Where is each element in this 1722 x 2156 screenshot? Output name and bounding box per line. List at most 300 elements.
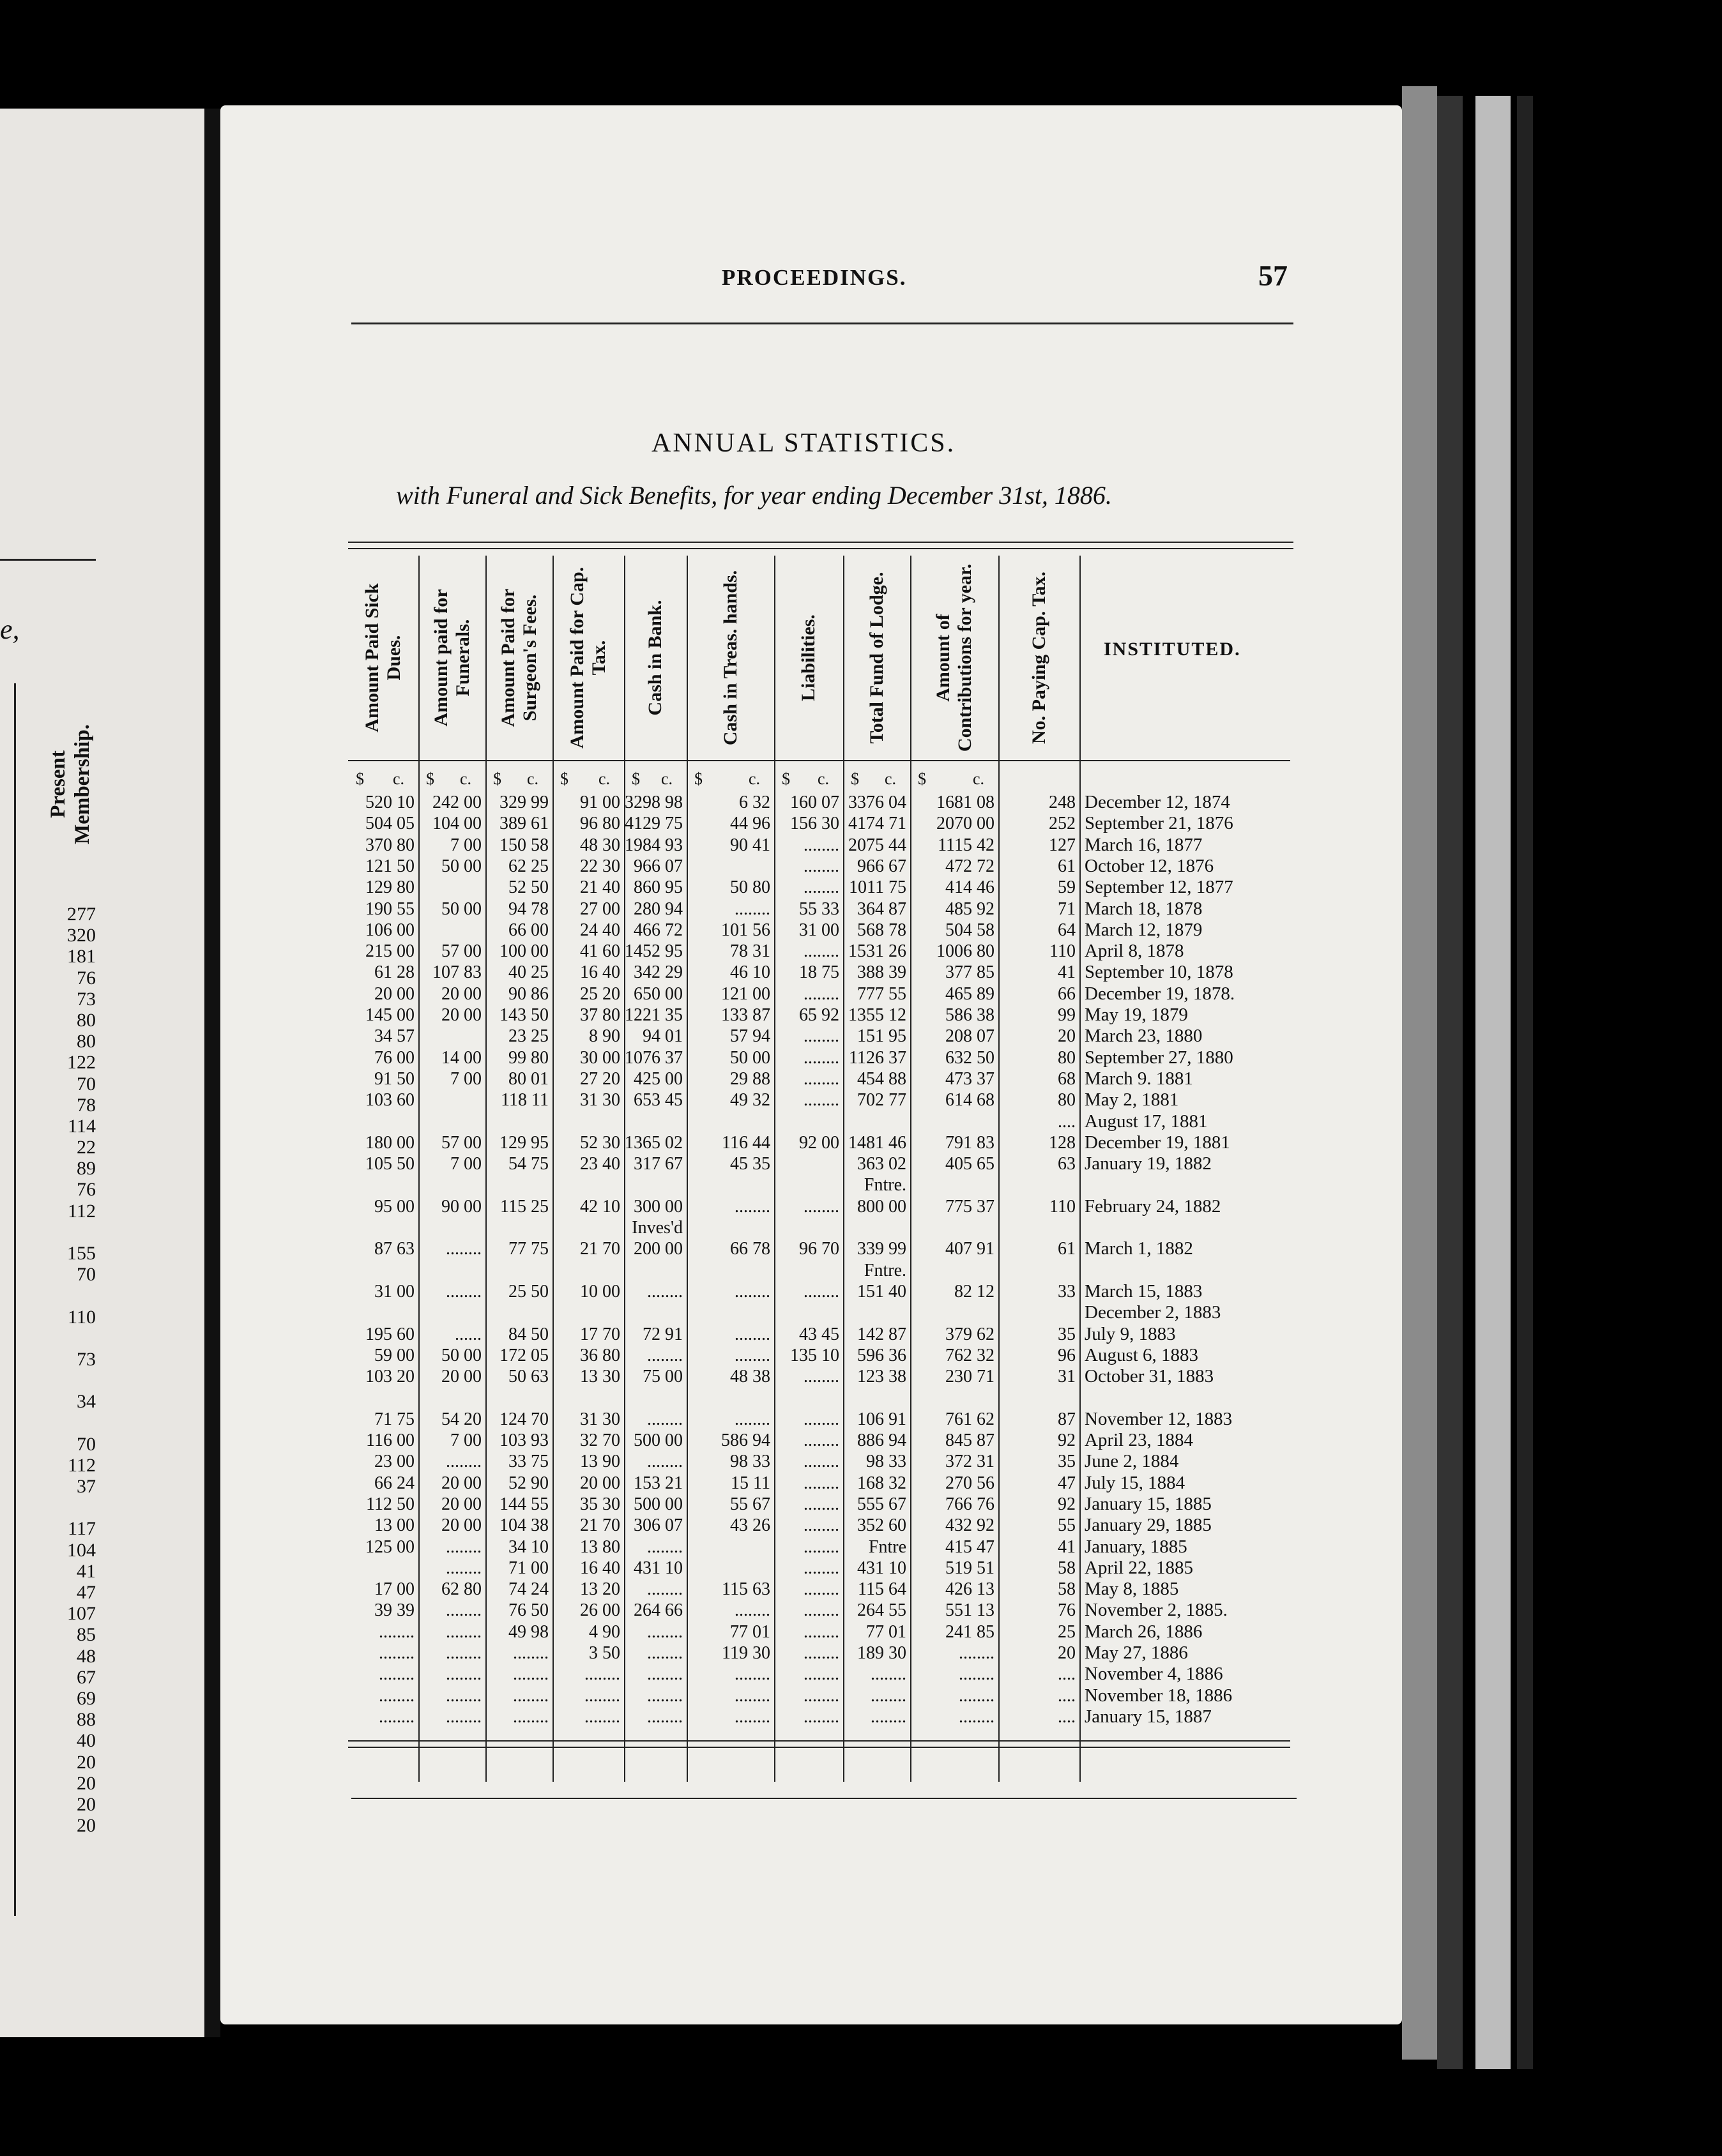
instituted-date: July 15, 1884 <box>1085 1472 1185 1493</box>
table-cell: 48 30 <box>580 835 620 855</box>
table-cell: 116 44 <box>722 1132 770 1153</box>
table-cell: 50 63 <box>508 1367 549 1387</box>
table-cell: 40 25 <box>508 962 549 983</box>
table-cell: 16 40 <box>580 1558 620 1578</box>
currency-unit-cents: c. <box>749 770 761 788</box>
table-cell: 103 93 <box>499 1431 549 1450</box>
table-cell: 16 40 <box>580 962 620 983</box>
table-cell: 80 <box>1058 1090 1076 1111</box>
table-cell: 95 00 <box>374 1196 415 1217</box>
column-header <box>687 556 774 760</box>
table-cell: 389 61 <box>499 814 549 834</box>
table-cell: 31 30 <box>580 1090 620 1111</box>
table-cell: 57 00 <box>441 1132 482 1153</box>
instituted-date: April 22, 1885 <box>1085 1557 1193 1578</box>
membership-value: 20 <box>77 1815 96 1837</box>
table-cell: 7 00 <box>450 835 482 855</box>
table-cell: 702 77 <box>857 1090 906 1111</box>
table-cell: 62 25 <box>508 856 549 876</box>
table-cell: Inves'd <box>632 1218 683 1238</box>
table-cell: 363 02 <box>857 1154 906 1174</box>
table-cell: ........ <box>804 1367 839 1387</box>
table-cell: ........ <box>647 1621 683 1642</box>
table-cell: 1076 37 <box>625 1047 683 1068</box>
book-edge-dark <box>1437 96 1463 2069</box>
table-cell: 431 10 <box>634 1558 683 1578</box>
table-cell: 153 21 <box>634 1473 683 1493</box>
membership-value: 73 <box>77 1348 96 1370</box>
table-cell: 472 72 <box>945 856 994 876</box>
currency-unit-cents: c. <box>527 770 539 788</box>
table-cell: ........ <box>379 1621 415 1642</box>
table-cell: 845 87 <box>945 1431 994 1450</box>
book-edge-shadow <box>1517 96 1533 2069</box>
table-cell: 100 00 <box>499 941 549 962</box>
membership-value: 155 <box>67 1243 96 1264</box>
table-cell: 465 89 <box>945 983 994 1004</box>
table-cell: ........ <box>446 1281 482 1302</box>
table-cell: 36 80 <box>580 1345 620 1365</box>
table-cell: 379 62 <box>945 1324 994 1344</box>
table-cell: ........ <box>446 1643 482 1663</box>
membership-value: 110 <box>68 1306 96 1328</box>
table-cell: ........ <box>513 1706 549 1727</box>
running-head: PROCEEDINGS. <box>722 265 907 290</box>
table-cell: ........ <box>804 1515 839 1536</box>
membership-value: 85 <box>77 1624 96 1646</box>
table-cell: 13 20 <box>580 1579 620 1600</box>
table-cell: 377 85 <box>945 962 994 983</box>
table-cell: 3298 98 <box>625 793 683 812</box>
table-cell: ........ <box>804 1452 839 1472</box>
table-cell: 156 30 <box>790 814 839 834</box>
currency-unit-cents: c. <box>598 770 611 788</box>
table-cell: 7 00 <box>450 1068 482 1089</box>
table-cell: 4129 75 <box>625 814 683 834</box>
column-header <box>552 556 624 760</box>
table-cell: Fntre. <box>864 1175 906 1196</box>
table-cell: 106 91 <box>857 1409 906 1429</box>
table-cell: 39 39 <box>374 1600 415 1621</box>
membership-value: 320 <box>67 925 96 946</box>
table-cell: 352 60 <box>857 1515 906 1536</box>
table-cell: 23 25 <box>508 1026 549 1047</box>
instituted-date: November 18, 1886 <box>1085 1685 1233 1706</box>
table-cell: 116 00 <box>366 1431 415 1450</box>
table-cell: 252 <box>1049 814 1076 834</box>
table-cell: 55 33 <box>799 899 839 919</box>
instituted-date: October 12, 1876 <box>1085 855 1214 876</box>
table-cell: 135 10 <box>790 1345 839 1365</box>
table-cell: 2070 00 <box>936 814 994 834</box>
table-cell: ........ <box>804 877 839 898</box>
header-underline <box>348 760 1290 761</box>
table-cell: 82 12 <box>954 1281 994 1302</box>
table-cell: ........ <box>804 1558 839 1578</box>
table-cell: 372 31 <box>945 1452 994 1472</box>
table-cell: 52 90 <box>508 1473 549 1493</box>
table-cell: 29 88 <box>730 1068 770 1089</box>
instituted-date: September 27, 1880 <box>1085 1047 1233 1068</box>
instituted-date: May 27, 1886 <box>1085 1643 1188 1663</box>
table-cell: 59 <box>1058 877 1076 898</box>
table-cell: 151 95 <box>857 1026 906 1047</box>
table-cell: 20 00 <box>441 1494 482 1514</box>
column-header-text: No. Paying Cap. Tax. <box>1028 571 1049 745</box>
table-cell: 14 00 <box>441 1047 482 1068</box>
table-cell: 98 33 <box>730 1452 770 1472</box>
table-cell: ........ <box>446 1664 482 1685</box>
table-cell: 94 01 <box>643 1026 683 1047</box>
table-cell: 50 80 <box>730 877 770 898</box>
table-cell: ........ <box>446 1239 482 1259</box>
table-cell: 586 38 <box>945 1005 994 1025</box>
table-bottom-rule-2 <box>348 1747 1290 1748</box>
instituted-date: April 8, 1878 <box>1085 941 1184 962</box>
table-cell: 49 98 <box>508 1621 549 1642</box>
table-cell: ........ <box>647 1685 683 1706</box>
table-cell: 6 32 <box>739 793 770 812</box>
membership-value: 20 <box>77 1772 96 1794</box>
column-header-text: Amount Paid Sick Dues. <box>362 583 404 733</box>
table-cell: 777 55 <box>857 983 906 1004</box>
table-cell: ........ <box>735 1196 770 1217</box>
column-header-text: Amount of Contributions for year. <box>933 563 975 752</box>
table-cell: 20 00 <box>441 983 482 1004</box>
table-cell: 31 <box>1058 1367 1076 1387</box>
table-cell: 43 45 <box>799 1324 839 1344</box>
table-cell: 23 00 <box>374 1452 415 1472</box>
table-cell: 632 50 <box>945 1047 994 1068</box>
table-cell: 77 75 <box>508 1239 549 1259</box>
table-cell: 270 56 <box>945 1473 994 1493</box>
currency-unit-dollar: $ <box>560 770 568 788</box>
table-cell: 208 07 <box>945 1026 994 1047</box>
table-cell: ........ <box>584 1706 620 1727</box>
instituted-date: January 15, 1887 <box>1085 1706 1212 1727</box>
table-cell: 77 01 <box>866 1621 906 1642</box>
instituted-date: November 4, 1886 <box>1085 1664 1223 1685</box>
table-cell: 37 80 <box>580 1005 620 1025</box>
instituted-date: September 21, 1876 <box>1085 813 1233 834</box>
instituted-date: May 2, 1881 <box>1085 1089 1179 1111</box>
membership-value: 41 <box>77 1560 96 1582</box>
currency-unit-cents: c. <box>973 770 985 788</box>
table-cell: 20 00 <box>441 1515 482 1536</box>
table-cell: 41 <box>1058 1537 1076 1557</box>
table-cell: 121 50 <box>365 856 415 876</box>
table-cell: 45 35 <box>730 1154 770 1174</box>
membership-value <box>26 1370 96 1391</box>
table-cell: ........ <box>804 1494 839 1514</box>
table-cell: ........ <box>959 1664 994 1685</box>
table-cell: 24 40 <box>580 920 620 940</box>
membership-value: 34 <box>77 1391 96 1413</box>
table-cell: 1531 26 <box>848 941 906 962</box>
table-cell: 241 85 <box>945 1621 994 1642</box>
table-cell: ........ <box>804 1047 839 1068</box>
table-cell: ........ <box>735 1664 770 1685</box>
table-cell: 473 37 <box>945 1068 994 1089</box>
table-cell: 20 00 <box>441 1473 482 1493</box>
table-cell: ........ <box>804 983 839 1004</box>
table-cell: 264 66 <box>634 1600 683 1621</box>
table-cell: 87 <box>1058 1409 1076 1429</box>
table-cell: Fntre <box>868 1537 906 1557</box>
table-cell: 96 70 <box>799 1239 839 1259</box>
table-cell: 42 10 <box>580 1196 620 1217</box>
table-cell: 92 <box>1058 1494 1076 1514</box>
table-cell: ........ <box>647 1409 683 1429</box>
page-edge <box>1402 86 1437 2060</box>
table-cell: 25 20 <box>580 983 620 1004</box>
table-cell: 143 50 <box>499 1005 549 1025</box>
table-top-rule-2 <box>348 548 1293 549</box>
instituted-date: November 2, 1885. <box>1085 1600 1228 1621</box>
table-cell: 92 <box>1058 1431 1076 1450</box>
membership-value: 73 <box>77 988 96 1010</box>
currency-unit-dollar: $ <box>694 770 703 788</box>
table-cell: 78 31 <box>730 941 770 962</box>
table-cell: 66 <box>1058 983 1076 1004</box>
table-cell: ........ <box>647 1537 683 1557</box>
membership-value <box>26 1222 96 1243</box>
table-cell: 68 <box>1058 1068 1076 1089</box>
table-cell: 144 55 <box>499 1494 549 1514</box>
table-cell: ........ <box>647 1452 683 1472</box>
table-cell: 90 86 <box>508 983 549 1004</box>
table-cell: 415 47 <box>945 1537 994 1557</box>
table-cell: 280 94 <box>634 899 683 919</box>
table-cell: 32 70 <box>580 1431 620 1450</box>
table-cell: 71 75 <box>374 1409 415 1429</box>
table-cell: 17 00 <box>374 1579 415 1600</box>
table-cell: 761 62 <box>945 1409 994 1429</box>
table-cell: ........ <box>804 1090 839 1111</box>
table-cell: 96 80 <box>580 814 620 834</box>
instituted-date: March 16, 1877 <box>1085 834 1203 855</box>
table-cell: 121 00 <box>721 983 770 1004</box>
table-cell: 1355 12 <box>848 1005 906 1025</box>
membership-value: 80 <box>77 1009 96 1031</box>
table-cell: 90 00 <box>441 1196 482 1217</box>
table-cell: ........ <box>804 1579 839 1600</box>
table-cell: 80 01 <box>508 1068 549 1089</box>
table-cell: 1984 93 <box>625 835 683 855</box>
table-cell: 49 32 <box>730 1090 770 1111</box>
table-cell: 58 <box>1058 1558 1076 1578</box>
table-cell: 50 00 <box>441 856 482 876</box>
column-header-text: Amount Paid for Surgeon's Fees. <box>497 588 540 727</box>
table-cell: ........ <box>735 1600 770 1621</box>
table-cell: 215 00 <box>365 941 415 962</box>
membership-value: 88 <box>77 1709 96 1731</box>
table-cell: 127 <box>1049 835 1076 855</box>
table-cell: 20 00 <box>441 1367 482 1387</box>
book-edge-light <box>1475 96 1511 2069</box>
table-cell: ........ <box>379 1706 415 1727</box>
table-cell: 119 30 <box>722 1643 770 1663</box>
table-cell: 99 80 <box>508 1047 549 1068</box>
membership-value: 70 <box>77 1264 96 1286</box>
table-cell: 30 00 <box>580 1047 620 1068</box>
table-cell: 151 40 <box>857 1281 906 1302</box>
table-cell: 886 94 <box>857 1431 906 1450</box>
membership-value: 78 <box>77 1094 96 1116</box>
table-cell: ........ <box>513 1664 549 1685</box>
table-cell: 20 00 <box>374 983 415 1004</box>
table-cell: 466 72 <box>634 920 683 940</box>
table-cell: ........ <box>446 1600 482 1621</box>
instituted-date: March 15, 1883 <box>1085 1280 1203 1302</box>
table-cell: 10 00 <box>580 1281 620 1302</box>
currency-unit-cents: c. <box>885 770 897 788</box>
table-cell: 129 80 <box>365 877 415 898</box>
table-cell: 22 30 <box>580 856 620 876</box>
table-cell: 3376 04 <box>848 793 906 812</box>
table-cell: 306 07 <box>634 1515 683 1536</box>
table-cell: ........ <box>647 1664 683 1685</box>
table-cell: ........ <box>584 1664 620 1685</box>
table-cell: ...... <box>455 1324 482 1344</box>
table-cell: 65 92 <box>799 1005 839 1025</box>
column-header <box>774 556 843 760</box>
table-cell: 195 60 <box>365 1324 415 1344</box>
table-cell: ........ <box>804 1068 839 1089</box>
table-cell: 800 00 <box>857 1196 906 1217</box>
table-cell: 4 90 <box>589 1621 620 1642</box>
left-page-column-header: Present Membership. <box>47 724 94 844</box>
membership-value: 20 <box>77 1751 96 1773</box>
annual-statistics-table <box>348 556 1290 1795</box>
table-cell: 31 30 <box>580 1409 620 1429</box>
column-header-text: Amount Paid for Cap. Tax. <box>567 566 609 749</box>
table-cell: ........ <box>804 1473 839 1493</box>
table-bottom-rule <box>348 1740 1290 1742</box>
instituted-date: February 24, 1882 <box>1085 1196 1221 1217</box>
table-cell: 364 87 <box>857 899 906 919</box>
table-cell: 107 83 <box>432 962 482 983</box>
table-cell: 35 30 <box>580 1494 620 1514</box>
table-cell: 20 <box>1058 1643 1076 1663</box>
table-cell: 104 00 <box>432 814 482 834</box>
table-cell: 168 32 <box>857 1473 906 1493</box>
table-cell: 57 00 <box>441 941 482 962</box>
table-cell: 71 <box>1058 899 1076 919</box>
left-facing-page <box>0 109 204 2037</box>
table-cell: 103 20 <box>365 1367 415 1387</box>
table-cell: 431 10 <box>857 1558 906 1578</box>
table-cell: ........ <box>584 1685 620 1706</box>
instituted-date: November 12, 1883 <box>1085 1408 1233 1429</box>
table-cell: 150 58 <box>499 835 549 855</box>
table-cell: 115 63 <box>722 1579 770 1600</box>
table-cell: 110 <box>1049 941 1076 962</box>
left-page-fragment: e, <box>0 614 20 645</box>
table-cell: 41 <box>1058 962 1076 983</box>
membership-value: 76 <box>77 967 96 989</box>
table-cell: 63 <box>1058 1154 1076 1174</box>
membership-value: 47 <box>77 1582 96 1603</box>
instituted-date: July 9, 1883 <box>1085 1323 1176 1344</box>
table-cell: 242 00 <box>432 793 482 812</box>
table-cell: ........ <box>735 1324 770 1344</box>
table-cell: 43 26 <box>730 1515 770 1536</box>
table-cell: ........ <box>446 1706 482 1727</box>
table-cell: 58 <box>1058 1579 1076 1600</box>
table-cell: ........ <box>379 1664 415 1685</box>
table-cell: 98 33 <box>866 1452 906 1472</box>
table-cell: 775 37 <box>945 1196 994 1217</box>
table-cell: 55 67 <box>730 1494 770 1514</box>
table-cell: ........ <box>804 1621 839 1642</box>
table-cell: ........ <box>804 835 839 855</box>
table-cell: 110 <box>1049 1196 1076 1217</box>
table-cell: 115 25 <box>500 1196 549 1217</box>
table-cell: 27 20 <box>580 1068 620 1089</box>
table-cell: 200 00 <box>634 1239 683 1259</box>
table-cell: 407 91 <box>945 1239 994 1259</box>
instituted-date: January 15, 1885 <box>1085 1493 1212 1514</box>
table-cell: 180 00 <box>365 1132 415 1153</box>
currency-unit-dollar: $ <box>782 770 790 788</box>
table-cell: ........ <box>804 856 839 876</box>
instituted-date: December 19, 1881 <box>1085 1132 1230 1153</box>
table-cell: 96 <box>1058 1345 1076 1365</box>
table-cell: 91 00 <box>580 793 620 812</box>
table-cell: 105 50 <box>365 1154 415 1174</box>
table-cell: 370 80 <box>365 835 415 855</box>
table-cell: 66 78 <box>730 1239 770 1259</box>
table-cell: ........ <box>647 1281 683 1302</box>
table-cell: 123 38 <box>857 1367 906 1387</box>
table-cell: 90 41 <box>730 835 770 855</box>
table-cell: ........ <box>804 1196 839 1217</box>
table-cell: 1126 37 <box>849 1047 906 1068</box>
table-cell: 20 00 <box>580 1473 620 1493</box>
membership-value: 20 <box>77 1793 96 1815</box>
table-cell: 7 00 <box>450 1431 482 1450</box>
membership-value: 76 <box>77 1179 96 1201</box>
membership-value: 117 <box>68 1518 96 1540</box>
table-cell: 52 50 <box>508 877 549 898</box>
table-cell: 26 00 <box>580 1600 620 1621</box>
table-cell: ........ <box>735 1345 770 1365</box>
instituted-date: March 26, 1886 <box>1085 1621 1203 1642</box>
table-cell: 432 92 <box>945 1515 994 1536</box>
table-cell: 18 75 <box>799 962 839 983</box>
table-cell: ........ <box>804 1664 839 1685</box>
table-cell: 66 00 <box>508 920 549 940</box>
table-cell: 92 00 <box>799 1132 839 1153</box>
membership-value: 70 <box>77 1073 96 1095</box>
table-cell: 25 50 <box>508 1281 549 1302</box>
table-cell: 650 00 <box>634 983 683 1004</box>
table-cell: 33 <box>1058 1281 1076 1302</box>
table-cell: 596 36 <box>857 1345 906 1365</box>
table-cell: 966 67 <box>857 856 906 876</box>
table-cell: ........ <box>804 1643 839 1663</box>
instituted-date: April 23, 1884 <box>1085 1430 1193 1450</box>
membership-value <box>26 1413 96 1434</box>
currency-unit-cents: c. <box>818 770 830 788</box>
membership-value: 48 <box>77 1645 96 1667</box>
table-cell: 31 00 <box>374 1281 415 1302</box>
table-cell: 25 <box>1058 1621 1076 1642</box>
table-cell: 84 50 <box>508 1324 549 1344</box>
table-cell: ........ <box>871 1706 906 1727</box>
table-top-rule <box>348 542 1293 543</box>
